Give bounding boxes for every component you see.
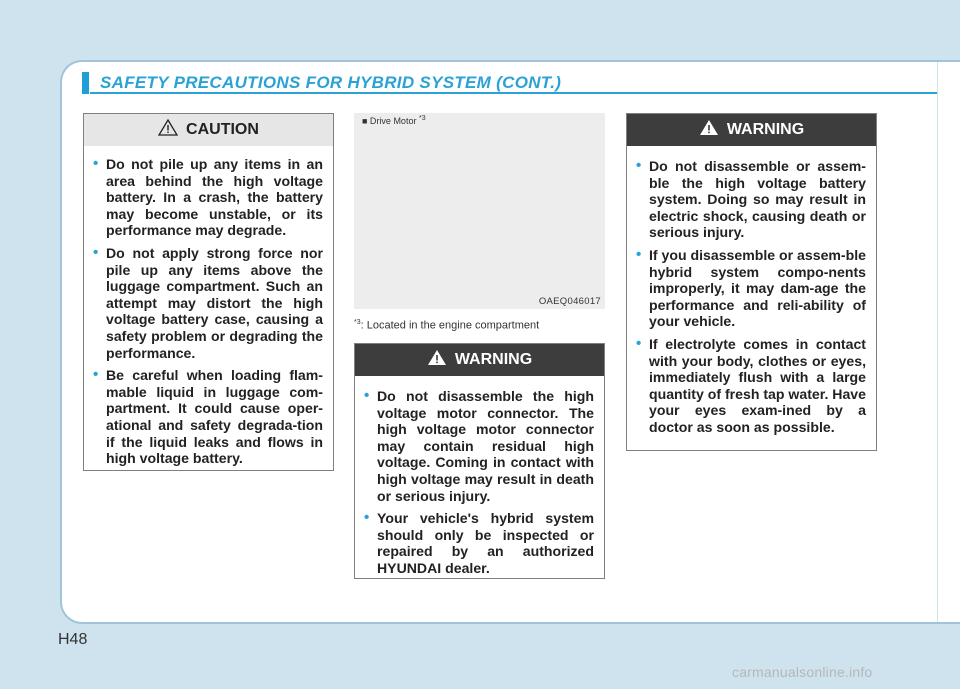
figure-label: ■ Drive Motor $^{*3}$ bbox=[362, 115, 426, 126]
caution-item: • Do not apply strong force nor pile up any items above the luggage compartment. Such an attempt may distort the high voltage battery case, causing a safety problem or degrading the performance. bbox=[104, 245, 323, 361]
caution-item: • Do not pile up any items in an area behind the high voltage battery. In a crash, the battery may become unstable, or its performance may degrade. bbox=[104, 156, 323, 239]
warning-box-motor bbox=[354, 343, 605, 579]
warning-header bbox=[355, 344, 604, 376]
warning-title: WARNING bbox=[454, 351, 533, 368]
warning-item: • Your vehicle's hybrid system should only be inspected or repaired by an authorized HYUNDAI dealer. bbox=[375, 510, 594, 576]
page-edge-rule bbox=[937, 62, 938, 622]
figure-caption: $^{*3}$: Located in the engine compartment bbox=[354, 319, 540, 332]
caution-title: CAUTION bbox=[186, 121, 259, 138]
warning-triangle-icon bbox=[699, 119, 719, 141]
warning-list bbox=[355, 376, 604, 577]
drive-motor-figure bbox=[354, 113, 605, 309]
warning-box-battery bbox=[626, 113, 877, 451]
warning-item: • Do not disassemble or assem-ble the high voltage battery system. Doing so may result in electric shock, causing death or serious injury. bbox=[647, 158, 866, 241]
caution-list bbox=[84, 146, 333, 467]
caution-box bbox=[83, 113, 334, 471]
page-number: H48 bbox=[58, 631, 88, 648]
caution-header bbox=[84, 114, 333, 146]
warning-item: • Do not disassemble the high voltage motor connector. The high voltage motor connector may contain residual high voltage. Coming in contact with high voltage may result in death or serious injury. bbox=[375, 388, 594, 504]
warning-triangle-icon bbox=[427, 349, 447, 371]
figure-code: OAEQ046017 bbox=[538, 296, 601, 307]
caution-triangle-icon bbox=[158, 119, 178, 141]
warning-title: WARNING bbox=[726, 121, 805, 138]
section-title: SAFETY PRECAUTIONS FOR HYBRID SYSTEM (CONT.) bbox=[100, 73, 562, 92]
warning-item: • If you disassemble or assem-ble hybrid system compo-nents improperly, it may dam-age the performance and reli-ability of your vehicle. bbox=[647, 247, 866, 330]
warning-header bbox=[627, 114, 876, 146]
warning-list bbox=[627, 146, 876, 436]
warning-item: • If electrolyte comes in contact with your body, clothes or eyes, immediately flush with a large quantity of fresh tap water. Have your eyes exam-ined by a doctor as soon as possible. bbox=[647, 336, 866, 436]
section-title-marker bbox=[82, 72, 89, 94]
watermark-link[interactable]: carmanualsonline.info bbox=[732, 664, 873, 680]
section-title-rule bbox=[90, 92, 937, 94]
caution-item: • Be careful when loading flam-mable liquid in luggage com-partment. It could cause oper-ational and safety degrada-tion if the liquid leaks and flows in high voltage battery. bbox=[104, 367, 323, 467]
